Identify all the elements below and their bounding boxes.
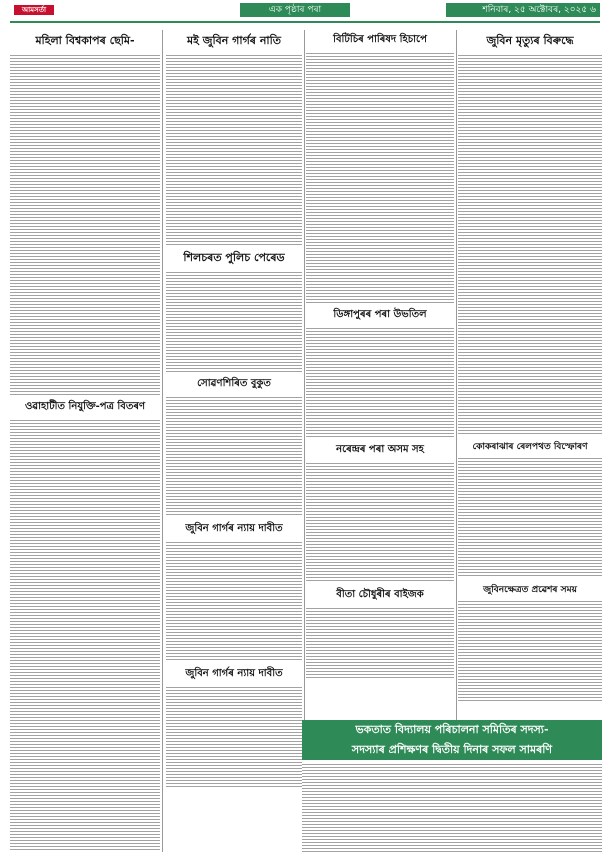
column-divider [456, 30, 457, 720]
article-body [166, 687, 302, 787]
page-tag: এক পৃষ্ঠাৰ পৰা [240, 3, 350, 17]
masthead [0, 0, 610, 22]
article-body [166, 55, 302, 245]
article-body [458, 458, 602, 578]
banner-line2: সদস্যাৰ প্ৰশিক্ষণৰ দ্বিতীয় দিনাৰ সফল সামৰণি [351, 743, 553, 756]
article-headline: জুবিন মৃত্যুৰ বিৰুদ্ধে [486, 34, 574, 47]
article-headline: ওৱাহাটীত নিযুক্তি-পত্ৰ বিতৰণ [24, 401, 146, 412]
column-divider [304, 30, 305, 720]
article-headline: শিলচৰত পুলিচ পেৰেড [183, 251, 285, 264]
article-body [166, 272, 302, 372]
article-body [458, 601, 602, 701]
article-headline: নৰেন্দ্ৰৰ পৰা অসম সহ [336, 444, 424, 455]
article-headline: ডিঙ্গাপুৰৰ পৰা উভতিল [333, 309, 427, 320]
article-headline: সোৱণশিৰিত বুকুত [197, 378, 271, 389]
article-headline: জুবিনক্ষেত্ৰত প্ৰৱেশৰ সময় [483, 585, 577, 595]
masthead-rule [10, 21, 600, 23]
article-body [10, 55, 160, 395]
article-headline: বীতা চৌধুৰীৰ বাইজক [336, 589, 424, 600]
banner-article-body [302, 764, 602, 854]
article-body [306, 463, 454, 583]
article-body [306, 608, 454, 678]
banner [302, 720, 602, 760]
dateline: শনিবাৰ, ২৫ অক্টোবৰ, ২০২৫ ৬ [446, 3, 600, 17]
page-number: ৬ [590, 5, 596, 15]
article-body [306, 53, 454, 303]
article-headline: কোকৰাঝাৰ ৰেলপথত বিস্ফোৰণ [472, 442, 588, 452]
article-body [306, 328, 454, 438]
article-headline: মহিলা বিশ্বকাপৰ ছেমি- [35, 34, 135, 47]
article-body [458, 55, 602, 435]
logo: আমসৰ্তা [14, 5, 54, 15]
article-headline: জুবিন গাৰ্গৰ ন্যায় দাবীত [185, 668, 283, 679]
article-headline: মই জুবিন গাৰ্গৰ নাতি [187, 34, 281, 47]
banner-line1: ভকতাত বিদ্যালয় পৰিচালনা সমিতিৰ সদস্য- [355, 723, 549, 736]
article-body [166, 542, 302, 662]
column-divider [162, 30, 163, 852]
article-body [166, 397, 302, 517]
article-body [10, 420, 160, 852]
article-headline: জুবিন গাৰ্গৰ ন্যায় দাবীত [185, 523, 283, 534]
article-headline: বিটিচিৰ পাৰিষদ হিচাপে [333, 34, 427, 45]
